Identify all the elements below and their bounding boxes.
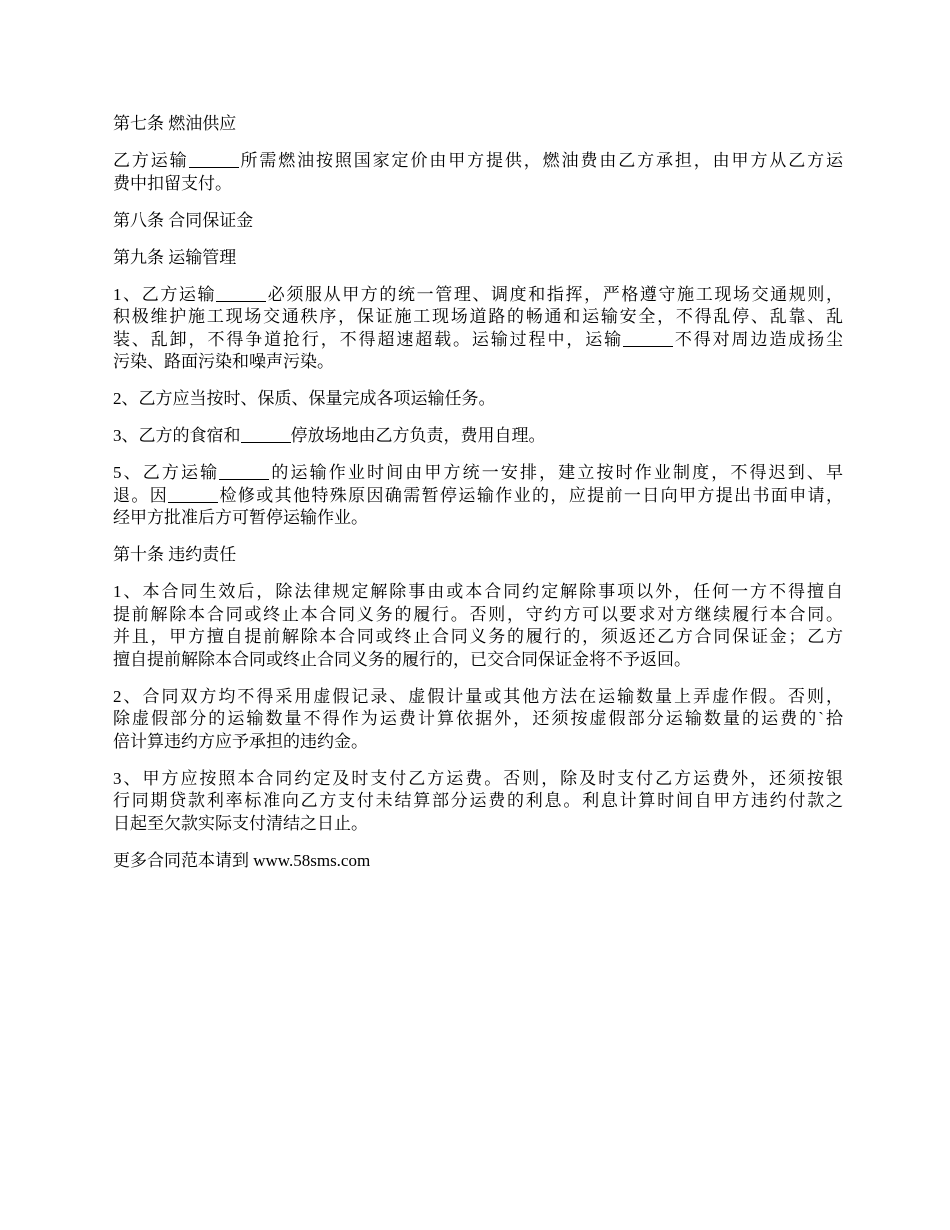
fill-in-blank [241, 425, 291, 443]
text-line: 费中扣留支付。 [113, 173, 232, 193]
fill-in-blank [189, 150, 239, 168]
article9-item3: 3、乙方的食宿和 停放场地由乙方负责，费用自理。 [113, 426, 546, 445]
text-line: 经甲方批准后方可暂停运输作业。 [113, 508, 368, 527]
fill-in-blank [623, 329, 673, 347]
article10-item3 [113, 768, 843, 836]
article8-heading: 第八条 合同保证金 [113, 210, 254, 230]
article7-heading: 第七条 燃油供应 [113, 114, 237, 133]
article9-heading: 第九条 运输管理 [113, 247, 237, 267]
fill-in-blank [216, 284, 266, 302]
text-line: 提前解除本合同或终止本合同义务的履行。否则，守约方可以要求对方继续履行本合同。 [113, 604, 843, 624]
text-line: 行同期贷款利率标准向乙方支付未结算部分运费的利息。利息计算时间自甲方违约付款之 [113, 791, 843, 810]
text-line: 乙方运输 所需燃油按照国家定价由甲方提供，燃油费由乙方承担，由甲方从乙方运 [113, 151, 844, 170]
article10-heading: 第十条 违约责任 [113, 545, 237, 564]
text-line: 擅自提前解除本合同或终止合同义务的履行的，已交合同保证金将不予返回。 [113, 649, 691, 669]
article10-item2 [113, 686, 843, 754]
text-line: 5、乙方运输 的运输作业时间由甲方统一安排，建立按时作业制度，不得迟到、早 [113, 463, 843, 482]
text-line: 退。因 检修或其他特殊原因确需暂停运输作业的，应提前一日向甲方提出书面申请， [113, 485, 844, 505]
article10-item1 [113, 581, 843, 671]
text-line: 装、乱卸，不得争道抢行，不得超速超载。运输过程中，运输 不得对周边造成扬尘 [113, 329, 843, 349]
text-line: 并且，甲方擅自提前解除本合同或终止合同义务的履行的，须返还乙方合同保证金；乙方 [113, 627, 843, 646]
article9-item5 [113, 462, 843, 530]
footer-link-text: 更多合同范本请到 www.58sms.com [113, 850, 371, 870]
text-line: 倍计算违约方应予承担的违约金。 [113, 731, 368, 751]
text-line: 积极维护施工现场交通秩序，保证施工现场道路的畅通和运输安全，不得乱停、乱靠、乱 [113, 307, 843, 326]
text-line: 除虚假部分的运输数量不得作为运费计算依据外，还须按虚假部分运输数量的运费的`拾 [113, 709, 843, 728]
text-line: 2、合同双方均不得采用虚假记录、虚假计量或其他方法在运输数量上弄虚作假。否则， [113, 686, 843, 706]
fill-in-blank [219, 462, 269, 480]
article7-paragraph [113, 150, 843, 195]
text-line: 污染、路面污染和噪声污染。 [113, 352, 334, 371]
text-line: 1、乙方运输 必须服从甲方的统一管理、调度和指挥，严格遵守施工现场交通规则， [113, 284, 844, 304]
fill-in-blank [168, 485, 218, 503]
text-line: 1、本合同生效后，除法律规定解除事由或本合同约定解除事项以外，任何一方不得擅自 [113, 582, 843, 601]
text-line: 3、甲方应按照本合同约定及时支付乙方运费。否则，除及时支付乙方运费外，还须按银 [113, 768, 843, 788]
article9-item2: 2、乙方应当按时、保质、保量完成各项运输任务。 [113, 389, 496, 408]
document-page [113, 113, 843, 887]
article9-item1 [113, 284, 843, 374]
text-line: 日起至欠款实际支付清结之日止。 [113, 813, 368, 833]
